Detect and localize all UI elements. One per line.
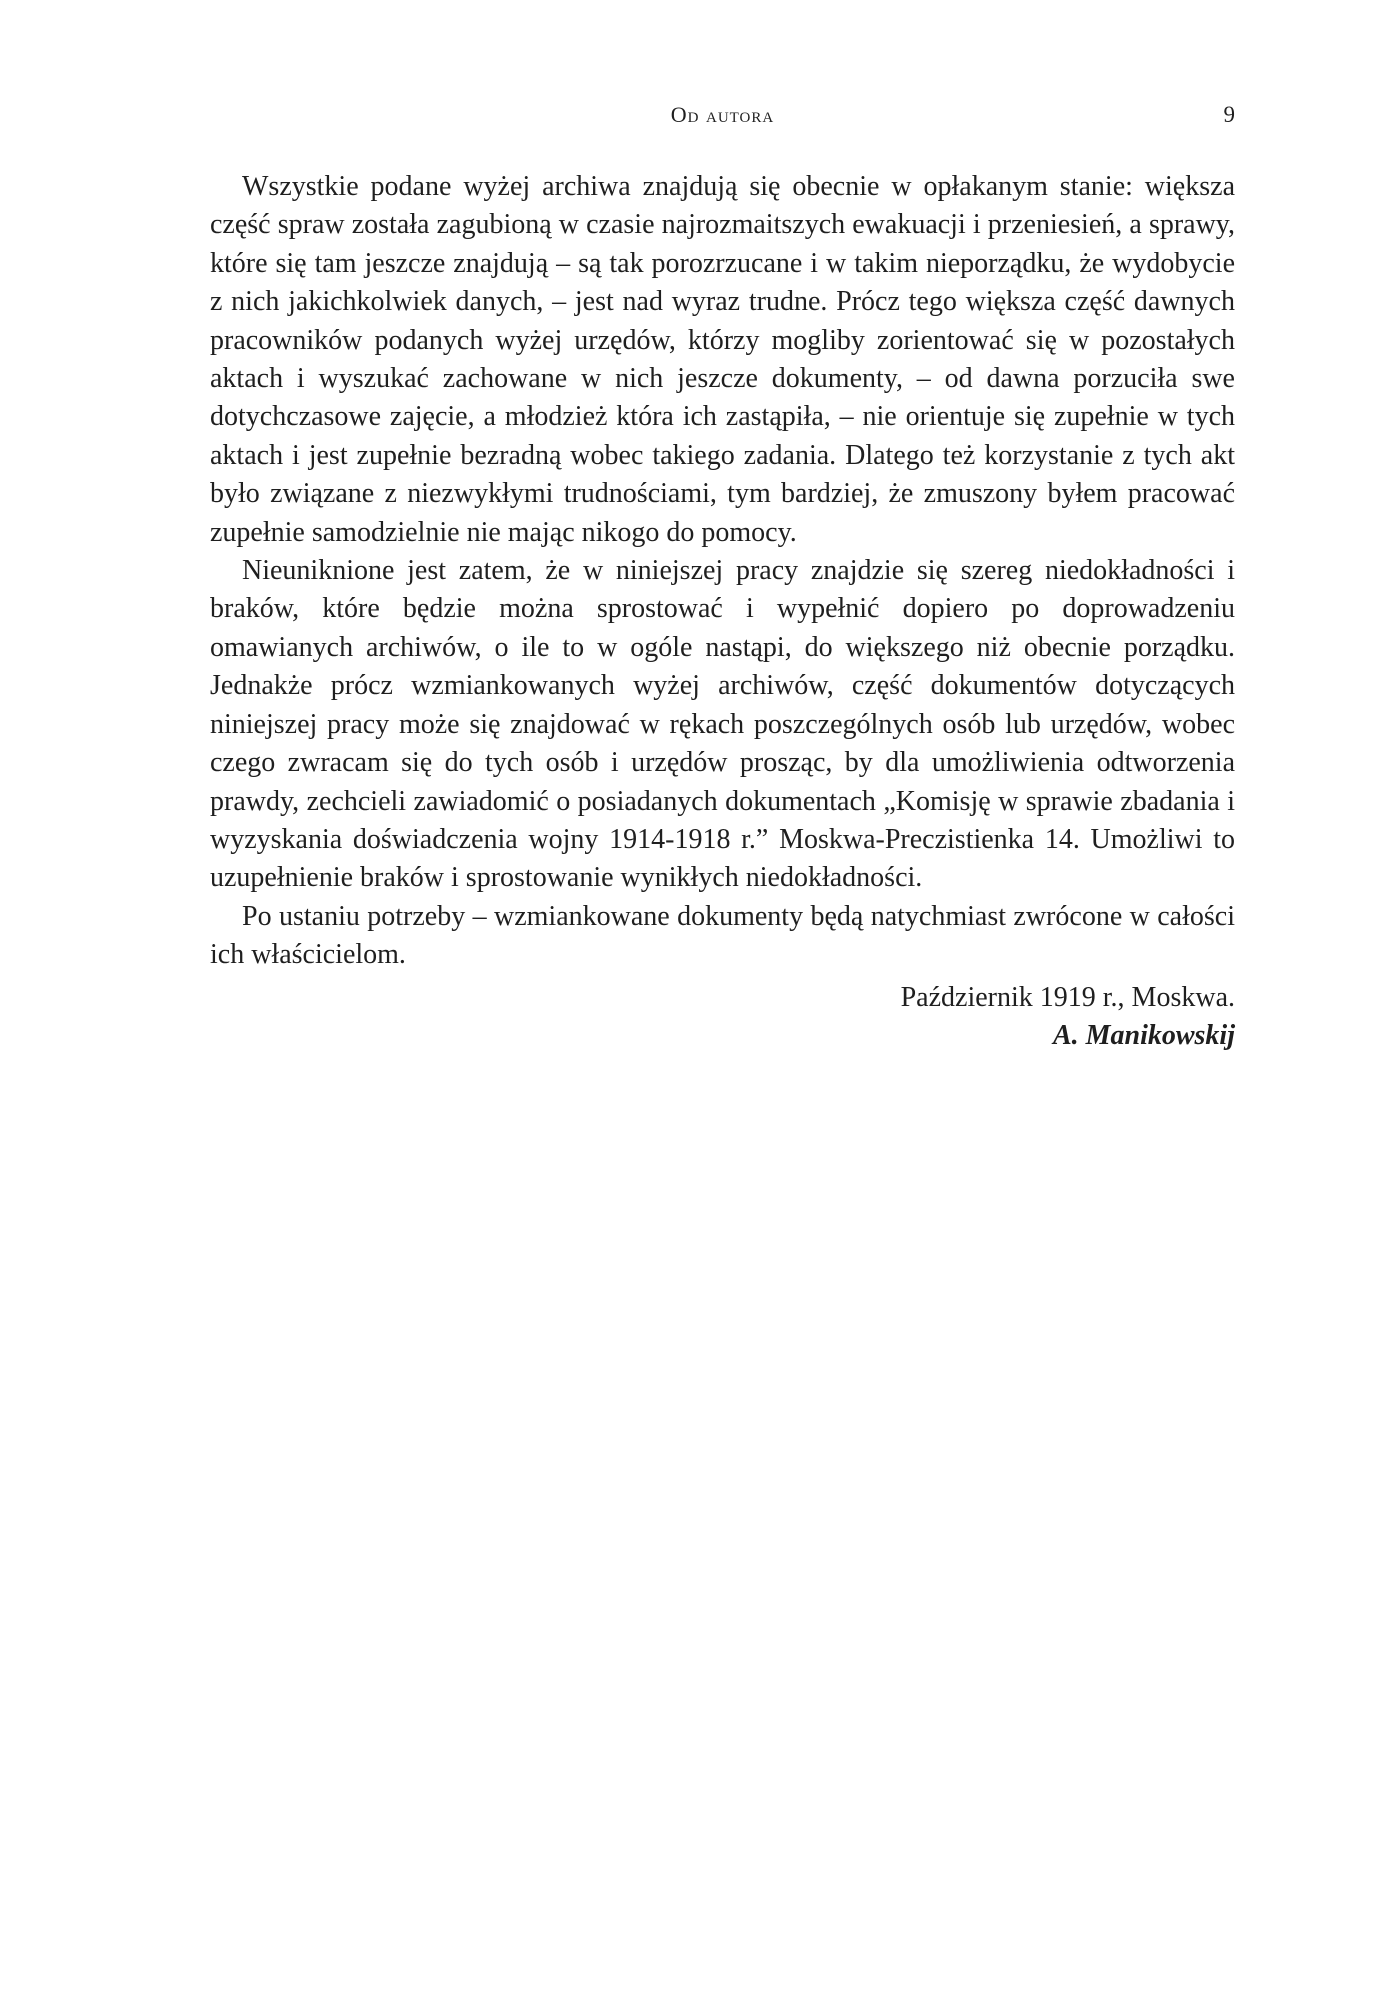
signature-block — [210, 979, 1235, 1056]
body-text — [210, 168, 1235, 1055]
paragraph-archives-state: Wszystkie podane wyżej archiwa znajdują się obecnie w opłakanym stanie: większa część spraw została zagubioną w czasie najrozmaitszych ewakuacji i przeniesień, a sprawy, które się tam jeszcze znajdują – są tak porozrzucane i w takim nieporządku, że wydobycie z nich jakichkolwiek danych, – jest nad wyraz trudne. Prócz tego większa część dawnych pracowników podanych wyżej urzędów, którzy mogliby zorientować się w pozostałych aktach i wyszukać zachowane w nich jeszcze dokumenty, – od dawna porzuciła swe dotychczasowe zajęcie, a młodzież która ich zastąpiła, – nie orientuje się zupełnie w tych aktach i jest zupełnie bezradną wobec takiego zadania. Dlatego też korzystanie z tych akt było związane z niezwykłymi trudnościami, tym bardziej, że zmuszony byłem pracować zupełnie samodzielnie nie mając nikogo do pomocy. — [210, 171, 1235, 548]
paragraph-return-documents: Po ustaniu potrzeby – wzmiankowane dokumenty będą natychmiast zwrócone w całości ich właścicielom. — [210, 900, 1235, 971]
running-head-title: Od autora — [670, 102, 775, 127]
paragraph-inaccuracies: Nieuniknione jest zatem, że w niniejszej pracy znajdzie się szereg niedokładności i braków, które będzie można sprostować i wypełnić dopiero po doprowadzeniu omawianych archiwów, o ile to w ogóle nastąpi, do większego niż obecnie porządku. Jednakże prócz wzmiankowanych wyżej archiwów, część dokumentów dotyczących niniejszej pracy może się znajdować w rękach poszczególnych osób lub urzędów, wobec czego zwracam się do tych osób i urzędów prosząc, by dla umożliwienia odtworzenia prawdy, zechcieli zawiadomić o posiadanych dokumentach „Komisję w sprawie zbadania i wyzyskania doświadczenia wojny 1914-1918 r.” Moskwa-Preczistienka 14. Umożliwi to uzupełnienie braków i sprostowanie wynikłych niedokładności. — [210, 555, 1235, 894]
page-number: 9 — [1223, 102, 1235, 127]
signature-author: A. Manikowskij — [1052, 1019, 1235, 1051]
running-head — [210, 102, 1235, 138]
signature-date-place: Październik 1919 r., Moskwa. — [900, 981, 1235, 1013]
